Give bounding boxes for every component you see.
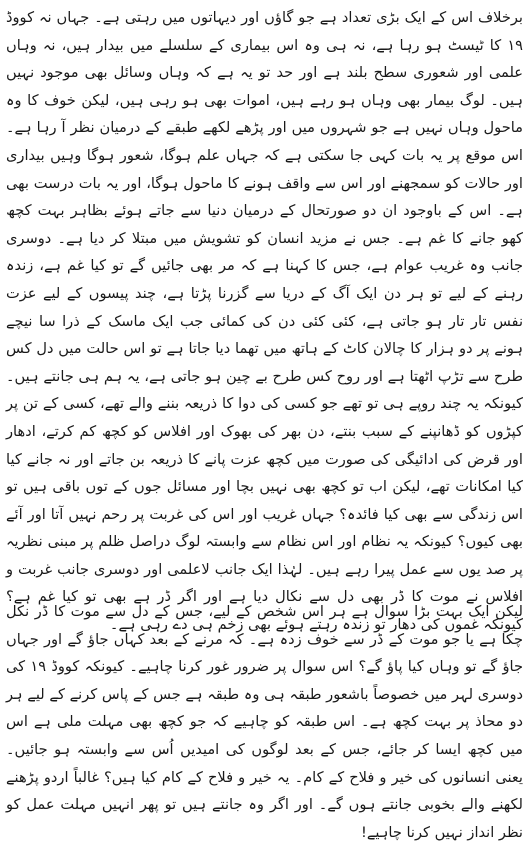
body-paragraph: لیکن ایک بہت بڑا سوال ہے ہر اس شخص کے لیے، جس کے دل سے موت کا ڈر نکل چکا ہے یا جو موت کے ڈر سے خوف زدہ ہے۔ کہ مرنے کے بعد کہاں جاؤ گے اور جہاں جاؤ گے تو وہاں کیا پاؤ گے؟ اس سوال پر ضرور غور کرنا چاہیے۔ کیونکہ کووڈ ۱۹ کی دوسری لہر میں خصوصاً باشعور طبقہ ہی وہ طبقہ ہے جس کے پاس کرنے کے لیے ہر دو محاذ پر بہت کچھ ہے۔ اس طبقہ کو چاہیے کہ جو کچھ بھی مہلت ملی ہے اس میں کچھ ایسا کر جائے، جس کے بعد لوگوں کی امیدیں اُس سے وابستہ ہو جائیں۔ یعنی انسانوں کی خیر و فلاح کے کام۔ یہ خیر و فلاح کے کام کیا ہیں؟ غالباً اردو پڑھنے لکھنے والے بخوبی جانتے ہوں گے۔ اور اگر وہ جانتے ہیں تو پھر انہیں مہلت عمل کو نظر انداز نہیں کرنا چاہیے! bbox=[6, 603, 523, 841]
body-paragraph: برخلاف اس کے ایک بڑی تعداد ہے جو گاؤں اور دیہاتوں میں رہتی ہے۔ جہاں نہ کووڈ ۱۹ کا ٹیسٹ ہو رہا ہے، نہ ہی وہ اس بیماری کے سلسلے میں بیدار ہیں، نہ وہاں علمی اور شعوری سطح بلند ہے اور حد تو یہ ہے کہ وہاں وسائل بھی موجود نہیں ہیں۔ لوگ بیمار بھی وہاں ہو رہے ہیں، اموات بھی ہو رہی ہیں، لیکن خوف کا وہ ماحول وہاں نہیں ہے جو شہروں میں اور پڑھے لکھے طبقے کے درمیان نظر آ رہا ہے۔ اس موقع پر یہ بات کہی جا سکتی ہے کہ جہاں علم ہوگا، شعور ہوگا وہیں بیداری اور حالات کو سمجھنے اور اس سے واقف ہونے کا ماحول ہوگا، اور یہ بات درست بھی ہے۔ اس کے باوجود ان دو صورتحال کے درمیان دنیا سے جاتے ہوئے بظاہر بہت کچھ کھو جانے کا غم ہے۔ جس نے مزید انسان کو تشویش میں مبتلا کر دیا ہے۔ دوسری جانب وہ غریب عوام ہے، جس کا کہنا ہے کہ مر بھی جائیں گے تو کیا غم ہے، زندہ رہنے کے لیے تو ہر دن ایک آگ کے دریا سے گزرنا پڑتا ہے، چند پیسوں کے لیے عزت نفس تار تار ہو جاتی ہے، کئی کئی دن کی کمائی جب ایک ماسک کے ذرا سا نیچے ہونے پر دو ہزار کا چالان کاٹ کے ہاتھ میں تھما دیا جاتا ہے تو اس حالت میں دل کس طرح سے تڑپ اٹھتا ہے اور روح کس طرح بے چین ہو جاتی ہے، یہ ہم ہی جانتے ہیں۔ کیونکہ یہ چند روپے ہی تو تھے جو کسی کی دوا کا ذریعہ بننے والے تھے، کسی کے تن پر کپڑوں کو ڈھانپنے کے سبب بنتے، دن بھر کی بھوک اور افلاس کو کچھ کم کرتے، ادھار اور قرض کی ادائیگی کی صورت میں کچھ عزت پانے کا ذریعہ بن جاتے اور نہ جانے کیا کیا امکانات تھے، لیکن اب تو کچھ بھی نہیں بچا اور مسائل جوں کے توں باقی ہیں تو اس زندگی سے بھی کیا فائدہ؟ جہاں غریب اور اس کی غربت پر رحم نہیں آتا اور آئے بھی کیوں؟ کیونکہ یہ نظام اور اس نظام سے وابستہ لوگ دراصل ظلم پر مبنی نظریہ پر صد یوں سے عمل پیرا رہے ہیں۔ لہٰذا ایک جانب لاعلمی اور دوسری جانب غربت و افلاس نے موت کا ڈر بھی دل سے نکال دیا ہے اور اگر ڈر ہے بھی تو کیا غم ہے؟ کیونکہ غموں کی دھار تو زندہ رہتے ہوئے بھی زخم ہی دے رہی ہے۔ bbox=[6, 9, 523, 634]
